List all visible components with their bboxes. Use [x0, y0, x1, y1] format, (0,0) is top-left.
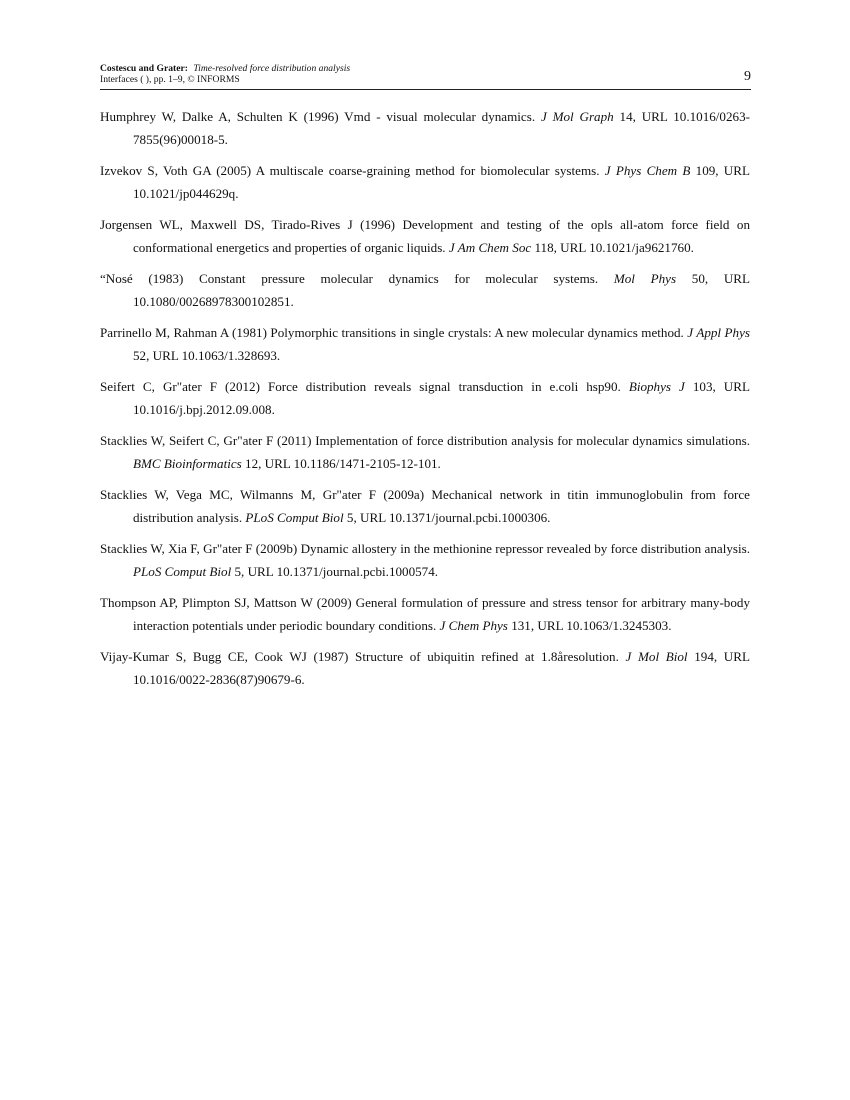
header-authors: Costescu and Grater:: [100, 63, 188, 74]
reference-entry: [100, 105, 750, 151]
reference-entry: [100, 645, 750, 691]
reference-journal: J Mol Biol: [625, 649, 688, 664]
header-article-title: Time-resolved force distribution analysis: [193, 63, 351, 74]
reference-text: Vijay-Kumar S, Bugg CE, Cook WJ (1987) Structure of ubiquitin refined at 1.8åresolution.: [100, 649, 619, 664]
page-number: 9: [744, 69, 751, 84]
reference-journal: J Am Chem Soc: [448, 240, 532, 255]
reference-entry: [100, 537, 750, 583]
reference-text: Seifert C, Gr"ater F (2012) Force distribution reveals signal transduction in e.coli hsp90.: [100, 379, 621, 394]
reference-journal: J Chem Phys: [439, 618, 508, 633]
reference-entry: [100, 159, 750, 205]
reference-details: 109, URL 10.1021/jp044629q.: [133, 163, 750, 201]
reference-entry: [100, 267, 750, 313]
header-journal-line: Interfaces ( ), pp. 1–9, © INFORMS: [100, 74, 240, 85]
reference-details: 131, URL 10.1063/1.3245303.: [511, 618, 672, 633]
header-title-line: [100, 63, 350, 74]
reference-details: 5, URL 10.1371/journal.pcbi.1000306.: [346, 510, 551, 525]
reference-entry: [100, 591, 750, 637]
reference-details: 52, URL 10.1063/1.328693.: [133, 348, 281, 363]
reference-entry: [100, 429, 750, 475]
reference-text: “Nosé (1983) Constant pressure molecular dynamics for molecular systems.: [100, 271, 599, 286]
reference-details: 118, URL 10.1021/ja9621760.: [534, 240, 694, 255]
reference-details: 12, URL 10.1186/1471-2105-12-101.: [245, 456, 441, 471]
reference-journal: PLoS Comput Biol: [245, 510, 344, 525]
reference-journal: Biophys J: [628, 379, 685, 394]
reference-entry: [100, 375, 750, 421]
reference-details: 5, URL 10.1371/journal.pcbi.1000574.: [234, 564, 439, 579]
reference-text: Thompson AP, Plimpton SJ, Mattson W (2009) General formulation of pressure and stress tensor for arbitrary many-body interaction potentials under periodic boundary conditions.: [100, 595, 750, 633]
reference-text: Stacklies W, Xia F, Gr"ater F (2009b) Dynamic allostery in the methionine repressor revealed by force distribution analysis.: [100, 541, 750, 556]
reference-entry: [100, 213, 750, 259]
reference-text: Jorgensen WL, Maxwell DS, Tirado-Rives J (1996) Development and testing of the opls all-atom force field on conformational energetics and properties of organic liquids.: [100, 217, 750, 255]
reference-journal: J Appl Phys: [687, 325, 750, 340]
reference-journal: BMC Bioinformatics: [133, 456, 242, 471]
reference-text: Izvekov S, Voth GA (2005) A multiscale coarse-graining method for biomolecular systems.: [100, 163, 600, 178]
reference-details: 194, URL 10.1016/0022-2836(87)90679-6.: [133, 649, 750, 687]
reference-journal: J Phys Chem B: [604, 163, 691, 178]
reference-text: Parrinello M, Rahman A (1981) Polymorphic transitions in single crystals: A new molecular dynamics method.: [100, 325, 684, 340]
reference-entry: [100, 483, 750, 529]
reference-list: [100, 105, 750, 699]
reference-entry: [100, 321, 750, 367]
reference-text: Stacklies W, Vega MC, Wilmanns M, Gr"ater F (2009a) Mechanical network in titin immunoglobulin from force distribution analysis.: [100, 487, 750, 525]
reference-details: 14, URL 10.1016/0263-7855(96)00018-5.: [133, 109, 750, 147]
reference-journal: J Mol Graph: [540, 109, 614, 124]
reference-details: 103, URL 10.1016/j.bpj.2012.09.008.: [133, 379, 750, 417]
running-header: [100, 63, 751, 90]
reference-journal: Mol Phys: [613, 271, 677, 286]
reference-text: Humphrey W, Dalke A, Schulten K (1996) Vmd - visual molecular dynamics.: [100, 109, 536, 124]
reference-journal: PLoS Comput Biol: [133, 564, 232, 579]
reference-details: 50, URL 10.1080/00268978300102851.: [133, 271, 750, 309]
reference-text: Stacklies W, Seifert C, Gr"ater F (2011) Implementation of force distribution analysis for molecular dynamics simulations.: [100, 433, 750, 448]
header-left-block: [100, 63, 350, 85]
